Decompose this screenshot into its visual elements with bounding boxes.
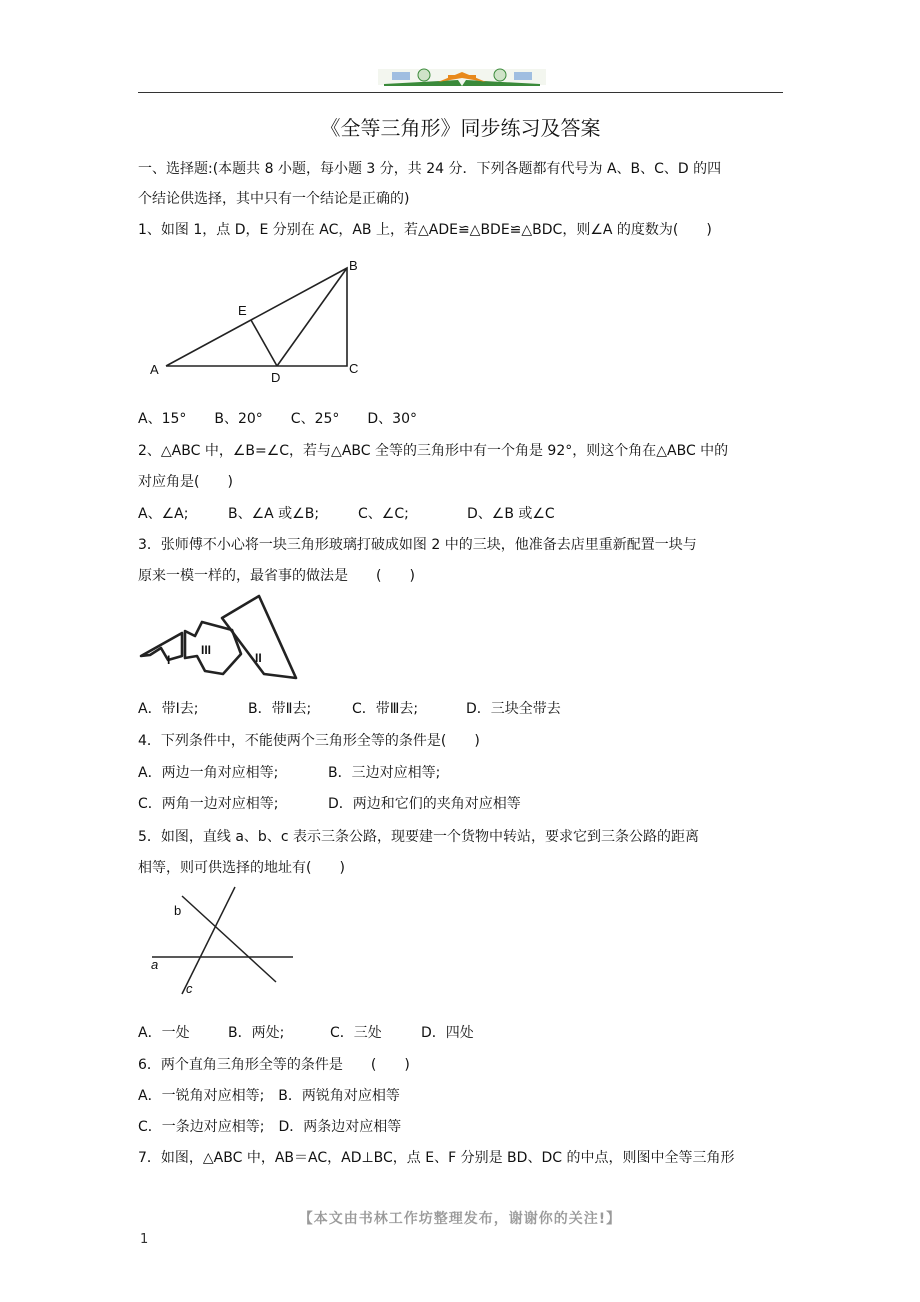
q5-label-a: a bbox=[151, 957, 159, 972]
q2-option-c: C、∠C; bbox=[358, 506, 409, 522]
footer-note: 【本文由书林工作坊整理发布，谢谢你的关注!】 bbox=[298, 1211, 622, 1227]
q5-option-d: D．四处 bbox=[421, 1025, 474, 1041]
q3-option-d: D．三块全带去 bbox=[466, 701, 561, 717]
q2-stem-1: 2、△ABC 中，∠B=∠C，若与△ABC 全等的三角形中有一个角是 92°，则这个角在△ABC 中的 bbox=[138, 443, 729, 459]
q3-option-a: A．带Ⅰ去; bbox=[138, 701, 199, 717]
q1-stem: 1、如图 1，点 D，E 分别在 AC，AB 上，若△ADE≌△BDE≌△BDC，则∠A 的度数为( ) bbox=[138, 222, 712, 238]
q1-triangle-abc bbox=[166, 268, 347, 366]
q5-option-b: B．两处; bbox=[228, 1025, 285, 1041]
q2-option-d: D、∠B 或∠C bbox=[467, 506, 555, 522]
q1-label-d: D bbox=[271, 370, 281, 385]
q3-label-i: I bbox=[167, 653, 171, 667]
q1-triangle-figure bbox=[140, 256, 370, 386]
q5-label-c: c bbox=[186, 981, 193, 996]
q3-option-b: B．带Ⅱ去; bbox=[248, 701, 312, 717]
q4-option-d: D．两边和它们的夹角对应相等 bbox=[328, 796, 521, 812]
q5-three-roads-figure bbox=[146, 884, 298, 996]
intro-line-2: 个结论供选择，其中只有一个结论是正确的) bbox=[138, 191, 410, 207]
q5-option-c: C．三处 bbox=[330, 1025, 382, 1041]
q1-label-e: E bbox=[238, 303, 247, 318]
q5-stem-1: 5．如图，直线 a、b、c 表示三条公路，现要建一个货物中转站，要求它到三条公路的距离 bbox=[138, 829, 699, 845]
page-title: 《全等三角形》同步练习及答案 bbox=[320, 116, 601, 140]
q3-stem-1: 3．张师傅不小心将一块三角形玻璃打破成如图 2 中的三块，他准备去店里重新配置一块与 bbox=[138, 537, 697, 553]
q5-road-b bbox=[182, 896, 276, 982]
q3-broken-glass-figure bbox=[138, 592, 303, 684]
q4-option-c: C．两角一边对应相等; bbox=[138, 796, 279, 812]
intro-line-1: 一、选择题:(本题共 8 小题，每小题 3 分，共 24 分．下列各题都有代号为 A、B、C、D 的四 bbox=[138, 161, 722, 177]
q4-option-a: A．两边一角对应相等; bbox=[138, 765, 279, 781]
q6-options-row-2: C．一条边对应相等; D．两条边对应相等 bbox=[138, 1119, 402, 1135]
q3-stem-2: 原来一模一样的，最省事的做法是 ( ) bbox=[138, 568, 415, 584]
q3-piece-iii bbox=[185, 622, 241, 674]
q6-options-row-1: A．一锐角对应相等; B．两锐角对应相等 bbox=[138, 1088, 400, 1104]
q5-option-a: A．一处 bbox=[138, 1025, 190, 1041]
q4-option-b: B．三边对应相等; bbox=[328, 765, 441, 781]
q2-option-a: A、∠A; bbox=[138, 506, 189, 522]
q2-option-b: B、∠A 或∠B; bbox=[228, 506, 320, 522]
q1-segment-bd bbox=[277, 268, 347, 366]
q5-label-b: b bbox=[174, 903, 182, 918]
book-logo-icon bbox=[378, 66, 546, 88]
q1-segment-de bbox=[251, 320, 277, 366]
q5-stem-2: 相等，则可供选择的地址有( ) bbox=[138, 860, 345, 876]
q3-label-iii: III bbox=[201, 643, 212, 657]
q3-piece-i bbox=[141, 633, 182, 660]
page-number: 1 bbox=[140, 1232, 149, 1247]
q3-option-c: C．带Ⅲ去; bbox=[352, 701, 419, 717]
q7-stem: 7．如图，△ABC 中，AB＝AC，AD⊥BC，点 E、F 分别是 BD、DC 的中点，则图中全等三角形 bbox=[138, 1150, 735, 1166]
q3-label-ii: II bbox=[255, 651, 262, 665]
q1-label-c: C bbox=[349, 361, 359, 376]
q4-stem: 4．下列条件中，不能使两个三角形全等的条件是( ) bbox=[138, 733, 480, 749]
q1-options: A、15° B、20° C、25° D、30° bbox=[138, 411, 417, 427]
q2-stem-2: 对应角是( ) bbox=[138, 474, 233, 490]
header-rule bbox=[138, 92, 783, 93]
q6-stem: 6．两个直角三角形全等的条件是 ( ) bbox=[138, 1057, 410, 1073]
q1-label-b: B bbox=[349, 258, 358, 273]
q3-piece-ii bbox=[222, 596, 296, 678]
q1-label-a: A bbox=[150, 362, 159, 377]
